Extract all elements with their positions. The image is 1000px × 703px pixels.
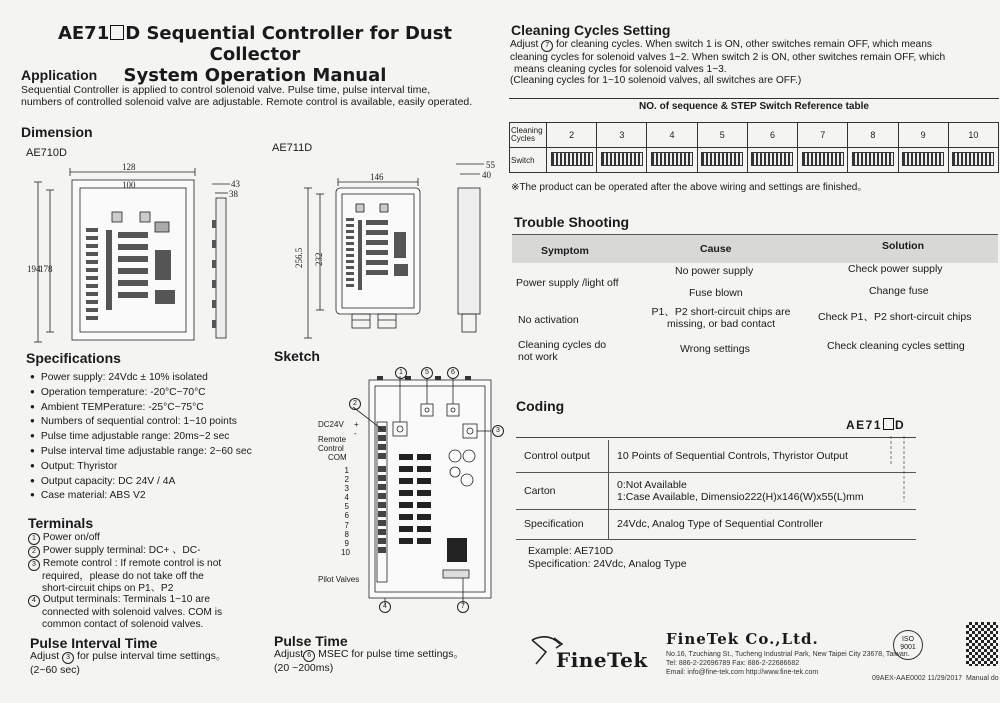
solution-1a: Check power supply: [848, 263, 943, 275]
callout-3: 3: [492, 425, 504, 437]
callout-7: 7: [457, 601, 469, 613]
solution-3: Check cleaning cycles setting: [827, 340, 965, 352]
terminals-heading: Terminals: [28, 515, 94, 531]
sketch-board: [355, 362, 505, 612]
coding-example: Example: AE710D Specification: 24Vdc, Analog Type: [528, 545, 687, 570]
spec-item: ● Ambient TEMPerature: -25°C~75°C: [30, 401, 252, 416]
dim-232: 232: [314, 252, 324, 266]
dim-178: 178: [39, 264, 53, 274]
application-text: Sequential Controller is applied to control solenoid valve. Pulse time, pulse interval time, numbers of controlled solenoid valve are adjustable. Remote control is available, easily operated.: [21, 84, 473, 108]
page-title: AE71 D Sequential Controller for Dust Collector System Operation Manual: [57, 23, 453, 86]
reference-table: [509, 122, 999, 173]
terminal-item: 4 Output terminals: Terminals 1~10 are connected with solenoid valves. COM is common contact of solenoid valves.: [28, 594, 268, 630]
spec-item: ● Numbers of sequential control: 1~10 points: [30, 415, 252, 430]
symptom-2: No activation: [518, 314, 579, 326]
cycle-cell: 9: [898, 123, 948, 148]
coding-heading: Coding: [516, 398, 565, 414]
table-row: Cleaning Cycles 2 3 4 5 6 7 8 9 10: [510, 123, 999, 148]
dim-40: 40: [482, 170, 491, 180]
dim-55: 55: [486, 160, 495, 170]
cycle-cell: 6: [747, 123, 797, 148]
callout-6: 6: [447, 367, 459, 379]
spec-item: ● Pulse interval time adjustable range: 2~60 sec: [30, 445, 252, 460]
dip-switch-icon: [651, 152, 693, 166]
cause-1b: Fuse blown: [689, 287, 743, 299]
ae711d-drawing: [294, 160, 500, 350]
col-solution: Solution: [882, 240, 924, 252]
spec-item: ● Case material: ABS V2: [30, 489, 252, 504]
cycle-cell: 7: [798, 123, 848, 148]
symptom-1: Power supply /light off: [516, 277, 619, 289]
coding-rule-top: [516, 437, 916, 438]
callout-4: 4: [379, 601, 391, 613]
table-row: Carton 0:Not Available 1:Case Available, Dimensio222(H)x146(W)x55(L)mm: [516, 472, 916, 509]
iso-seal: ISO 9001: [893, 630, 923, 660]
cycle-cell: 8: [848, 123, 898, 148]
specifications-list: [30, 371, 252, 504]
dip-switch-icon: [902, 152, 944, 166]
dip-switch-icon: [751, 152, 793, 166]
qr-code-icon: [966, 622, 998, 666]
callout-5: 5: [421, 367, 433, 379]
trouble-heading: Trouble Shooting: [514, 214, 630, 230]
finetek-logo: FineTek: [556, 648, 648, 672]
pilot-valves-label: Pilot Valves: [318, 575, 360, 584]
col-symptom: Symptom: [541, 245, 589, 257]
application-heading: Application: [21, 67, 98, 83]
spec-item: ● Power supply: 24Vdc ± 10% isolated: [30, 371, 252, 386]
pulse-interval-text: Adjust 3 for pulse interval time settings。 (2~60 sec): [30, 650, 227, 676]
ae710d-label: AE710D: [26, 147, 67, 159]
cleaning-heading: Cleaning Cycles Setting: [511, 22, 671, 38]
callout-1: 1: [395, 367, 407, 379]
pulse-time-heading: Pulse Time: [274, 633, 348, 649]
solution-2: Check P1、P2 short-circuit chips: [818, 311, 972, 323]
cleaning-text: Adjust 7 for cleaning cycles. When switch 1 is ON, other switches remain OFF, which means cleaning cycles for solenoid valves 1~2. When switch 2 is ON, other switches remain OFF, which means cleaning cycles for solenoid valves 1~3. (Cleaning cycles for 1~10 solenoid valves, all switches are OFF.): [510, 39, 946, 86]
box-symbol: [110, 25, 124, 40]
dim-43: 43: [231, 179, 240, 189]
spec-item: ● Operation temperature: -20°C~70°C: [30, 386, 252, 401]
spec-item: ● Pulse time adjustable range: 20ms~2 sec: [30, 430, 252, 445]
dip-switch-icon: [601, 152, 643, 166]
dim-100: 100: [122, 180, 136, 190]
dip-switch-icon: [802, 152, 844, 166]
dimension-heading: Dimension: [21, 124, 93, 140]
company-name: FineTek Co.,Ltd.: [666, 630, 819, 648]
cause-3: Wrong settings: [680, 343, 750, 355]
terminal-item: 1 Power on/off: [28, 532, 268, 545]
terminals-list: [28, 532, 268, 630]
dip-switch-icon: [701, 152, 743, 166]
dip-switch-icon: [952, 152, 994, 166]
cause-2: P1、P2 short-circuit chips are missing, or bad contact: [651, 306, 791, 330]
sketch-heading: Sketch: [274, 348, 320, 364]
reference-table-rule: [509, 98, 999, 99]
coding-code: AE71 D: [846, 418, 906, 432]
sketch-labels: DC24V + - Remote Control COM: [318, 420, 359, 462]
cycle-cell: 3: [597, 123, 647, 148]
ae710d-drawing: [27, 160, 250, 350]
coding-table: [516, 440, 916, 540]
pulse-time-text: Adjust 6 MSEC for pulse time settings。 (20 ~200ms): [274, 648, 464, 674]
pulse-interval-heading: Pulse Interval Time: [30, 635, 158, 651]
wiring-note: ※The product can be operated after the above wiring and settings are finished。: [511, 182, 868, 193]
document-number: 09AEX-AAE0002 11/29/2017: [872, 675, 963, 682]
dim-256-5: 256.5: [294, 247, 304, 268]
dip-switch-icon: [852, 152, 894, 166]
cycle-cell: 2: [547, 123, 597, 148]
cause-1a: No power supply: [675, 265, 754, 277]
cycle-cell: 4: [647, 123, 697, 148]
cycle-cell: 10: [948, 123, 998, 148]
reference-table-title: NO. of sequence & STEP Switch Reference table: [639, 101, 869, 112]
company-address: No.16, Tzuchiang St., Tucheng Industrial Park, New Taipei City 23678, Taiwan. Tel: 886-2-22696789 Fax: 886-2-22686682 Email: info@fine-tek.com http://www.fine-tek.com: [666, 651, 910, 676]
symptom-3: Cleaning cycles do not work: [518, 339, 607, 363]
solution-1b: Change fuse: [869, 285, 929, 297]
terminal-item: 2 Power supply terminal: DC+ 、DC-: [28, 545, 268, 558]
dim-128: 128: [122, 162, 136, 172]
callout-2: 2: [349, 398, 361, 410]
specifications-heading: Specifications: [26, 350, 121, 366]
terminal-item: 3 Remote control : If remote control is not required，please do not take off the short-circuit chips on P1、P2: [28, 558, 268, 594]
dip-switch-icon: [551, 152, 593, 166]
box-symbol: [883, 418, 894, 430]
spec-item: ● Output: Thyristor: [30, 460, 252, 475]
dim-194: 194: [27, 264, 41, 274]
sketch-terminal-numbers: 1 2 3 4 5 6 7 8 9 10: [341, 466, 350, 557]
table-row: Specification 24Vdc, Analog Type of Sequential Controller: [516, 509, 916, 539]
dim-38: 38: [229, 189, 238, 199]
page-subtitle: System Operation Manual: [123, 65, 387, 86]
cycle-cell: 5: [697, 123, 747, 148]
ae711d-label: AE711D: [272, 142, 313, 154]
manual-label: Manual do: [966, 675, 999, 682]
dim-146: 146: [370, 172, 384, 182]
table-row: Switch: [510, 148, 999, 173]
spec-item: ● Output capacity: DC 24V / 4A: [30, 475, 252, 490]
col-cause: Cause: [700, 243, 732, 255]
table-row: Control output 10 Points of Sequential Controls, Thyristor Output: [516, 440, 916, 472]
